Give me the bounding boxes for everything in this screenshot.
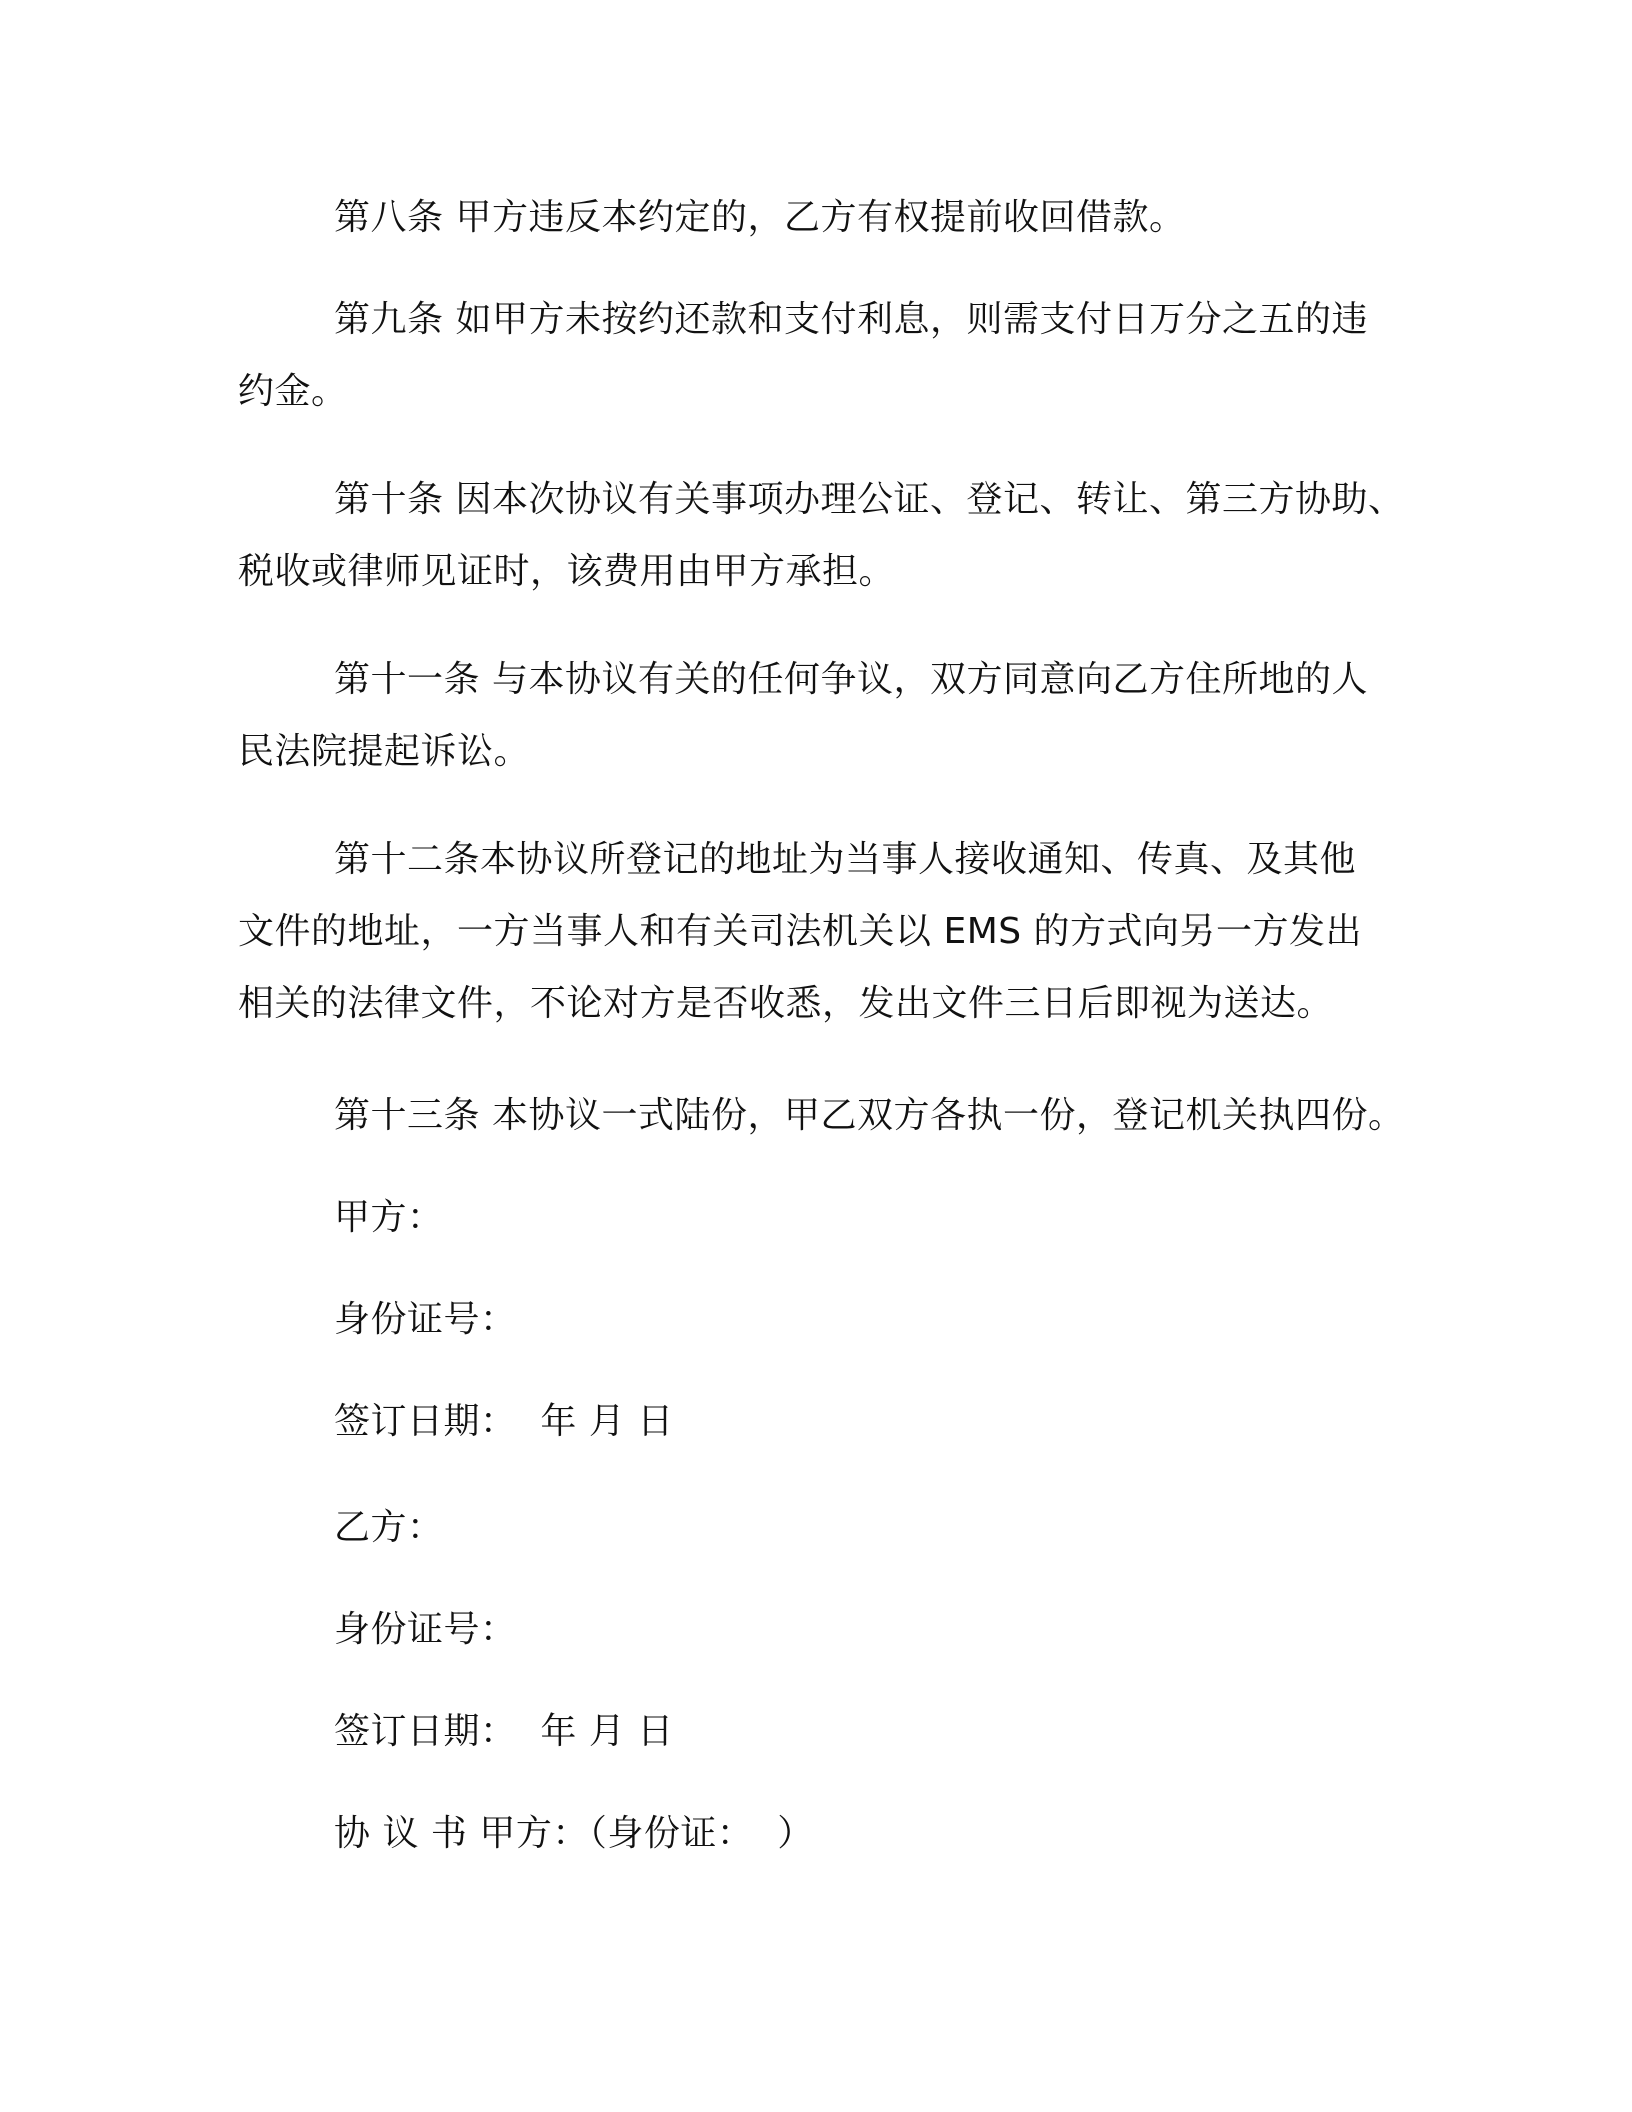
agreement-party-a-line: 协 议 书 甲方：（身份证： ） <box>334 1813 814 1854</box>
article-12-line-1: 第十二条本协议所登记的地址为当事人接收通知、传真、及其他 <box>334 839 1357 880</box>
party-b-id-label: 身份证号： <box>334 1609 517 1650</box>
article-13 <box>238 1090 1438 1142</box>
article-11 <box>238 654 1438 778</box>
article-10-line-1: 第十条 因本次协议有关事项办理公证、登记、转让、第三方协助、 <box>334 479 1405 520</box>
party-b-date-label: 签订日期： 年 月 日 <box>334 1711 674 1752</box>
party-a-id-label: 身份证号： <box>334 1299 517 1340</box>
article-9-line-2: 约金。 <box>238 371 348 412</box>
article-9 <box>238 294 1438 418</box>
article-10-line-2: 税收或律师见证时，该费用由甲方承担。 <box>238 551 896 592</box>
article-13-line-1: 第十三条 本协议一式陆份，甲乙双方各执一份，登记机关执四份。 <box>334 1095 1405 1136</box>
article-9-line-1: 第九条 如甲方未按约还款和支付利息，则需支付日万分之五的违 <box>334 299 1368 340</box>
party-a-label: 甲方： <box>334 1197 444 1238</box>
article-12 <box>238 834 1438 1030</box>
article-12-line-2: 文件的地址，一方当事人和有关司法机关以 EMS 的方式向另一方发出 <box>238 911 1363 952</box>
article-10 <box>238 474 1438 598</box>
article-8-line-1: 第八条 甲方违反本约定的，乙方有权提前收回借款。 <box>334 197 1186 238</box>
party-b-label: 乙方： <box>334 1507 444 1548</box>
article-11-line-1: 第十一条 与本协议有关的任何争议，双方同意向乙方住所地的人 <box>334 659 1368 700</box>
party-a-date-label: 签订日期： 年 月 日 <box>334 1401 674 1442</box>
article-12-line-3: 相关的法律文件，不论对方是否收悉，发出文件三日后即视为送达。 <box>238 983 1334 1024</box>
article-11-line-2: 民法院提起诉讼。 <box>238 731 531 772</box>
article-8 <box>238 192 1438 244</box>
